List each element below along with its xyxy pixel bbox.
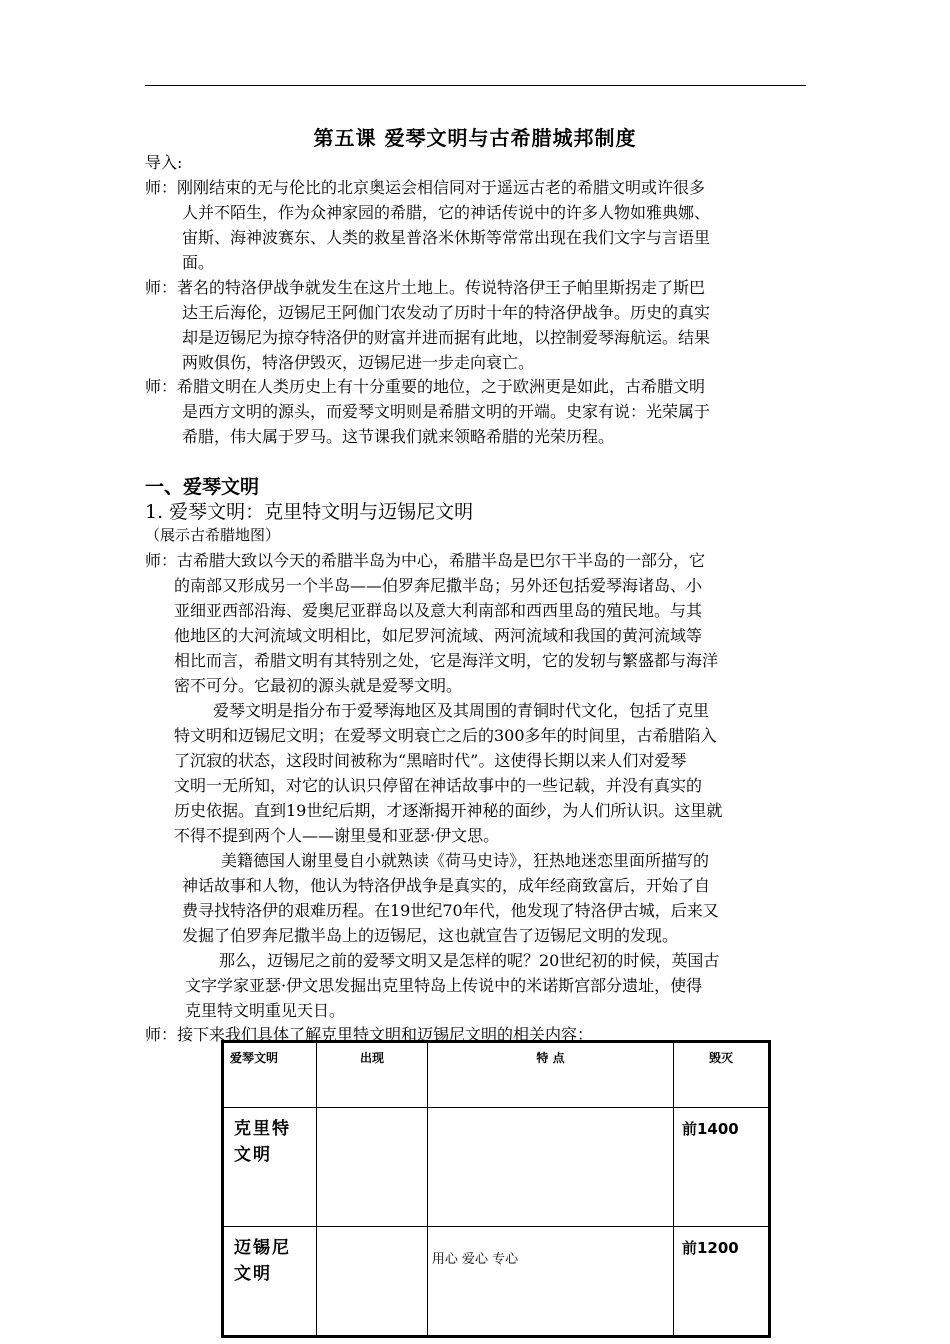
body-p2-line2: 特文明和迈锡尼文明；在爱琴文明衰亡之后的300多年的时间里，古希腊陷入 xyxy=(174,726,717,745)
intro-p3-line3: 希腊，伟大属于罗马。这节课我们就来领略希腊的光荣历程。 xyxy=(182,427,615,446)
intro-p1-line1: 师：刚刚结束的无与伦比的北京奥运会相信同对于遥远古老的希腊文明或许很多 xyxy=(145,178,706,197)
civilization-table xyxy=(221,1040,771,1338)
appear-cell xyxy=(317,1227,428,1337)
body-p4-line3: 克里特文明重见天日。 xyxy=(185,1001,346,1020)
body-p3-line1: 美籍德国人谢里曼自小就熟读《荷马史诗》，狂热地迷恋里面所描写的 xyxy=(221,851,710,870)
body-p2-line1: 爱琴文明是指分布于爱琴海地区及其周围的青铜时代文化，包括了克里 xyxy=(213,701,710,720)
table-header-cell: 出现 xyxy=(317,1042,428,1108)
intro-p3-line2: 是西方文明的源头，而爱琴文明则是希腊文明的开端。史家有说：光荣属于 xyxy=(182,402,711,421)
features-cell xyxy=(428,1227,674,1337)
body-p2-line5: 历史依据。直到19世纪后期，才逐渐揭开神秘的面纱，为人们所认识。这里就 xyxy=(174,801,723,820)
destroyed-cell: 前1200 xyxy=(674,1227,770,1337)
appear-cell xyxy=(317,1108,428,1227)
body-p1-line5: 相比而言，希腊文明有其特别之处，它是海洋文明，它的发轫与繁盛都与海洋 xyxy=(174,651,719,670)
table-header-cell: 特 点 xyxy=(428,1042,674,1108)
table-header-cell: 爱琴文明 xyxy=(223,1042,317,1108)
body-p2-line4: 文明一无所知，对它的认识只停留在神话故事中的一些记载，并没有真实的 xyxy=(174,776,703,795)
body-p1-line3: 亚细亚西部沿海、爱奥尼亚群岛以及意大利南部和西西里岛的殖民地。与其 xyxy=(174,601,703,620)
features-cell xyxy=(428,1108,674,1227)
row-name-cell: 迈锡尼文明 xyxy=(223,1227,317,1337)
body-p1-line4: 他地区的大河流域文明相比，如尼罗河流域、两河流域和我国的黄河流域等 xyxy=(174,626,703,645)
body-p5-line1: 师：接下来我们具体了解克里特文明和迈锡尼文明的相关内容： xyxy=(145,1025,594,1044)
body-p3-line3: 费寻找特洛伊的艰难历程。在19世纪70年代，他发现了特洛伊古城，后来又 xyxy=(182,901,719,920)
lesson-title: 第五课 爱琴文明与古希腊城邦制度 xyxy=(313,126,637,150)
subsection-heading: 1. 爱琴文明：克里特文明与迈锡尼文明 xyxy=(145,501,474,523)
table-header-row xyxy=(223,1042,770,1108)
section-heading: 一、爱琴文明 xyxy=(145,476,260,498)
table-header-cell: 毁灭 xyxy=(674,1042,770,1108)
body-p4-line1: 那么，迈锡尼之前的爱琴文明又是怎样的呢？20世纪初的时候，英国古 xyxy=(219,951,720,970)
body-p4-line2: 文字学家亚瑟·伊文思发掘出克里特岛上传说中的米诺斯宫部分遗址，使得 xyxy=(185,976,703,995)
body-p2-line6: 不得不提到两个人——谢里曼和亚瑟·伊文思。 xyxy=(174,826,500,845)
header-rule xyxy=(145,85,806,86)
body-p2-line3: 了沉寂的状态，这段时间被称为“黑暗时代”。这使得长期以来人们对爱琴 xyxy=(174,751,687,770)
intro-p1-line2: 人并不陌生，作为众神家园的希腊，它的神话传说中的许多人物如雅典娜、 xyxy=(182,203,711,222)
body-p1-line2: 的南部又形成另一个半岛——伯罗奔尼撒半岛；另外还包括爱琴海诸岛、小 xyxy=(174,576,703,595)
intro-p2-line1: 师：著名的特洛伊战争就发生在这片土地上。传说特洛伊王子帕里斯拐走了斯巴 xyxy=(145,278,706,297)
intro-label: 导入: xyxy=(145,153,183,172)
intro-p1-line4: 面。 xyxy=(182,253,215,272)
body-p3-line2: 神话故事和人物，他认为特洛伊战争是真实的，成年经商致富后，开始了自 xyxy=(182,876,711,895)
table-row xyxy=(223,1227,770,1337)
body-p1-line1: 师：古希腊大致以今天的希腊半岛为中心，希腊半岛是巴尔干半岛的一部分，它 xyxy=(145,551,706,570)
body-p1-line6: 密不可分。它最初的源头就是爱琴文明。 xyxy=(174,676,463,695)
intro-p2-line4: 两败俱伤，特洛伊毁灭，迈锡尼进一步走向衰亡。 xyxy=(182,353,535,372)
page-footer: 用心 爱心 专心 xyxy=(431,1252,519,1267)
intro-p3-line1: 师：希腊文明在人类历史上有十分重要的地位，之于欧洲更是如此，古希腊文明 xyxy=(145,377,706,396)
intro-p2-line2: 达王后海伦，迈锡尼王阿伽门农发动了历时十年的特洛伊战争。历史的真实 xyxy=(182,303,711,322)
table-row xyxy=(223,1108,770,1227)
intro-p2-line3: 却是迈锡尼为掠夺特洛伊的财富并进而据有此地，以控制爱琴海航运。结果 xyxy=(182,328,711,347)
intro-p1-line3: 宙斯、海神波赛东、人类的救星普洛米休斯等常常出现在我们文字与言语里 xyxy=(182,228,711,247)
destroyed-cell: 前1400 xyxy=(674,1108,770,1227)
body-p3-line4: 发掘了伯罗奔尼撒半岛上的迈锡尼，这也就宣告了迈锡尼文明的发现。 xyxy=(182,926,679,945)
map-note: （展示古希腊地图） xyxy=(145,526,281,544)
row-name-cell: 克里特文明 xyxy=(223,1108,317,1227)
